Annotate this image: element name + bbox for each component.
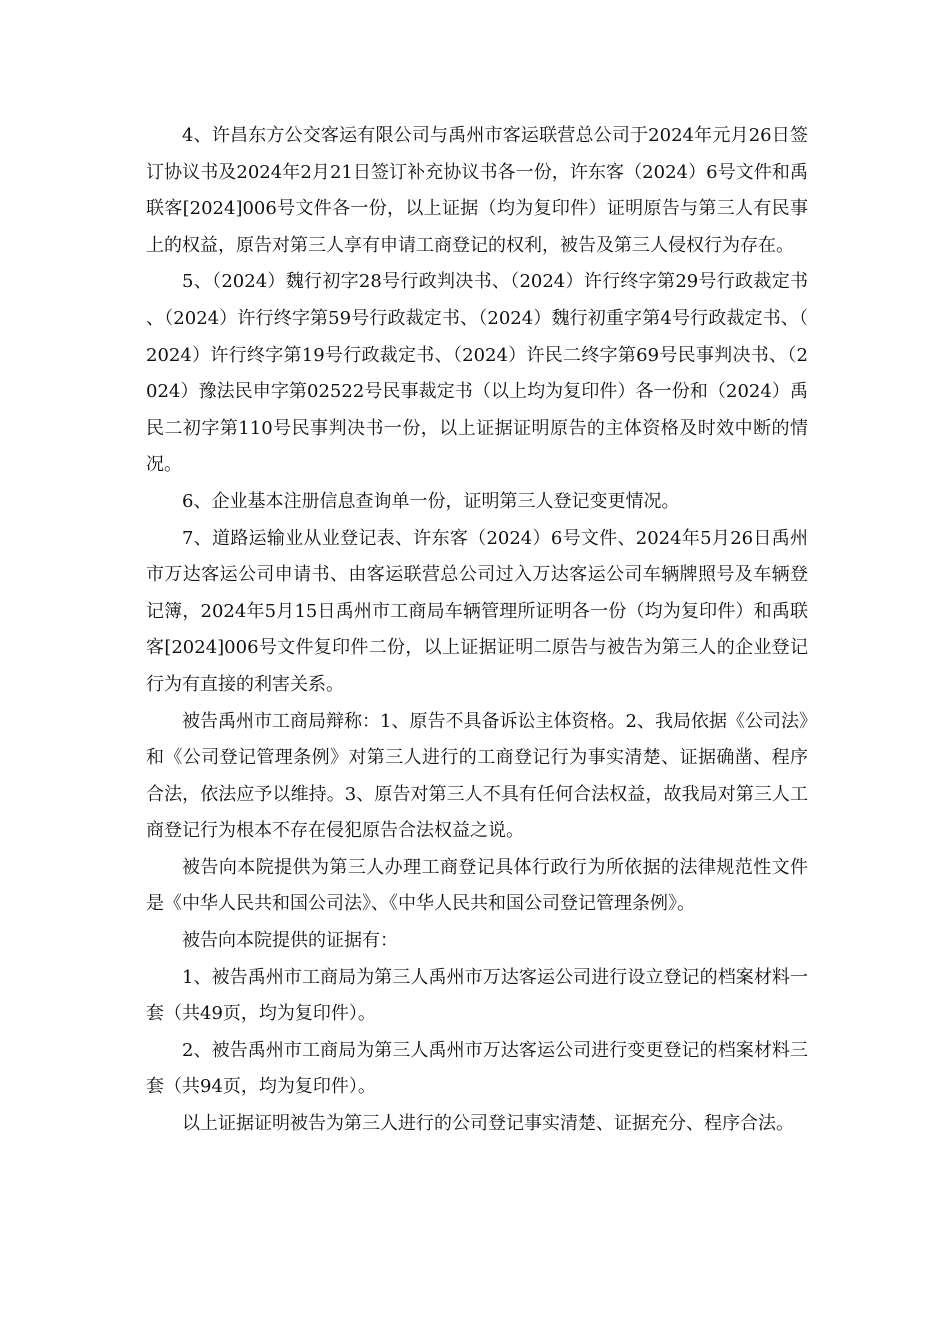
paragraph-evidence-7: 7、道路运输业从业登记表、许东客（2024）6号文件、2024年5月26日禹州市万达客运公司申请书、由客运联营总公司过入万达客运公司车辆牌照号及车辆登记簿，2024年5月15日禹州市工商局车辆管理所证明各一份（均为复印件）和禹联客[2024]006号文件复印件二份，以上证据证明二原告与被告为第三人的企业登记行为有直接的利害关系。 xyxy=(146,527,808,695)
paragraph-evidence-6: 6、企业基本注册信息查询单一份，证明第三人登记变更情况。 xyxy=(182,490,680,512)
paragraph-defendant-evidence-2: 2、被告禹州市工商局为第三人禹州市万达客运公司进行变更登记的档案材料三套（共94页，均为复印件）。 xyxy=(146,1039,808,1098)
paragraph-evidence-conclusion: 以上证据证明被告为第三人进行的公司登记事实清楚、证据充分、程序合法。 xyxy=(182,1113,794,1135)
paragraph-evidence-4: 4、许昌东方公交客运有限公司与禹州市客运联营总公司于2024年元月26日签订协议书及2024年2月21日签订补充协议书各一份，许东客（2024）6号文件和禹联客[2024]006号文件各一份，以上证据（均为复印件）证明原告与第三人有民事上的权益，原告对第三人享有申请工商登记的权利，被告及第三人侵权行为存在。 xyxy=(146,125,808,256)
paragraph-defendant-evidence-1: 1、被告禹州市工商局为第三人禹州市万达客运公司进行设立登记的档案材料一套（共49页，均为复印件）。 xyxy=(146,966,808,1025)
paragraph-legal-basis: 被告向本院提供为第三人办理工商登记具体行政行为所依据的法律规范性文件是《中华人民共和国公司法》、《中华人民共和国公司登记管理条例》。 xyxy=(146,856,808,915)
paragraph-defendant-evidence-intro: 被告向本院提供的证据有： xyxy=(182,930,398,952)
paragraph-evidence-5: 5、（2024）魏行初字28号行政判决书、（2024）许行终字第29号行政裁定书、（2024）许行终字第59号行政裁定书、（2024）魏行初重字第4号行政裁定书、（2024）许行终字第19号行政裁定书、（2024）许民二终字第69号民事判决书、（2024）豫法民申字第02522号民事裁定书（以上均为复印件）各一份和（2024）禹民二初字第110号民事判决书一份，以上证据证明原告的主体资格及时效中断的情况。 xyxy=(146,271,808,476)
document-body xyxy=(146,118,808,1143)
paragraph-defendant-defense: 被告禹州市工商局辩称：1、原告不具备诉讼主体资格。2、我局依据《公司法》和《公司登记管理条例》对第三人进行的工商登记行为事实清楚、证据确凿、程序合法，依法应予以维持。3、原告对第三人不具有任何合法权益，故我局对第三人工商登记行为根本不存在侵犯原告合法权益之说。 xyxy=(146,710,808,842)
